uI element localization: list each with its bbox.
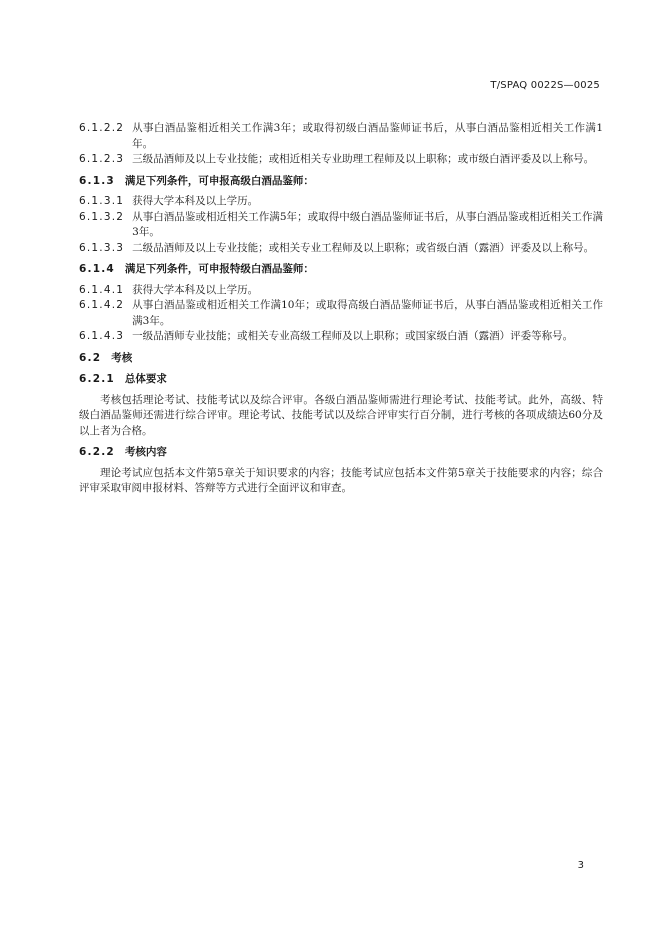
section-title: 考核内容 bbox=[124, 446, 167, 458]
document-body bbox=[79, 121, 603, 497]
section-heading-6-2-2 bbox=[79, 445, 603, 461]
clause-number: 6.1.4.3 bbox=[79, 330, 125, 342]
clause-text: 获得大学本科及以上学历。 bbox=[132, 283, 259, 296]
section-heading-6-2 bbox=[79, 351, 603, 367]
section-title: 满足下列条件，可申报高级白酒品鉴师： bbox=[124, 174, 314, 187]
section-number: 6.2.1 bbox=[79, 373, 115, 385]
section-number: 6.2 bbox=[79, 351, 102, 364]
section-heading-6-2-1 bbox=[79, 372, 603, 388]
body-paragraph-assessment-content: 理论考试应包括本文件第5章关于知识要求的内容；技能考试应包括本文件第5章关于技能要求的内容；综合评审采取审阅申报材料、答辩等方式进行全面评议和审查。 bbox=[79, 466, 603, 494]
body-paragraph-overall-requirements: 考核包括理论考试、技能考试以及综合评审。各级白酒品鉴师需进行理论考试、技能考试。此外，高级、特级白酒品鉴师还需进行综合评审。理论考试、技能考试以及综合评审实行百分制，进行考核的各项成绩达60分及以上者为合格。 bbox=[79, 393, 603, 437]
section-title: 满足下列条件，可申报特级白酒品鉴师： bbox=[124, 263, 314, 275]
clause-text: 从事白酒品鉴相近相关工作满3年；或取得初级白酒品鉴师证书后，从事白酒品鉴相近相关工作满1年。 bbox=[132, 122, 603, 150]
section-heading-6-1-4 bbox=[79, 262, 603, 278]
clause-6-1-4-3 bbox=[79, 329, 603, 345]
section-title: 总体要求 bbox=[124, 373, 167, 385]
clause-text: 从事白酒品鉴或相近相关工作满5年；或取得中级白酒品鉴师证书后，从事白酒品鉴或相近相关工作满3年。 bbox=[132, 210, 603, 238]
clause-number: 6.1.3.3 bbox=[79, 241, 125, 254]
clause-text: 二级品酒师及以上专业技能；或相关专业工程师及以上职称；或省级白酒（露酒）评委及以上称号。 bbox=[132, 241, 595, 254]
clause-6-1-2-2 bbox=[79, 121, 603, 152]
clause-number: 6.1.2.3 bbox=[79, 153, 125, 165]
document-code: T/SPAQ 0022S—0025 bbox=[490, 80, 600, 91]
clause-number: 6.1.2.2 bbox=[79, 122, 125, 134]
clause-number: 6.1.3.1 bbox=[79, 195, 125, 207]
section-number: 6.1.3 bbox=[79, 174, 115, 187]
clause-6-1-4-1 bbox=[79, 283, 603, 299]
clause-6-1-3-3 bbox=[79, 241, 603, 257]
section-heading-6-1-3 bbox=[79, 174, 603, 190]
clause-6-1-2-3 bbox=[79, 152, 603, 168]
clause-text: 三级品酒师及以上专业技能；或相近相关专业助理工程师及以上职称；或市级白酒评委及以上称号。 bbox=[132, 153, 595, 165]
clause-number: 6.1.3.2 bbox=[79, 210, 125, 223]
page-number: 3 bbox=[577, 860, 584, 871]
section-number: 6.1.4 bbox=[79, 263, 115, 275]
clause-6-1-4-2 bbox=[79, 298, 603, 329]
clause-text: 一级品酒师专业技能；或相关专业高级工程师及以上职称；或国家级白酒（露酒）评委等称号。 bbox=[132, 330, 574, 342]
clause-number: 6.1.4.1 bbox=[79, 283, 125, 296]
clause-text: 从事白酒品鉴或相近相关工作满10年；或取得高级白酒品鉴师证书后，从事白酒品鉴或相近相关工作满3年。 bbox=[132, 299, 603, 327]
section-title: 考核 bbox=[111, 351, 133, 364]
clause-6-1-3-1 bbox=[79, 194, 603, 210]
clause-text: 获得大学本科及以上学历。 bbox=[132, 195, 259, 207]
clause-number: 6.1.4.2 bbox=[79, 299, 125, 311]
section-number: 6.2.2 bbox=[79, 446, 115, 458]
clause-6-1-3-2 bbox=[79, 210, 603, 241]
